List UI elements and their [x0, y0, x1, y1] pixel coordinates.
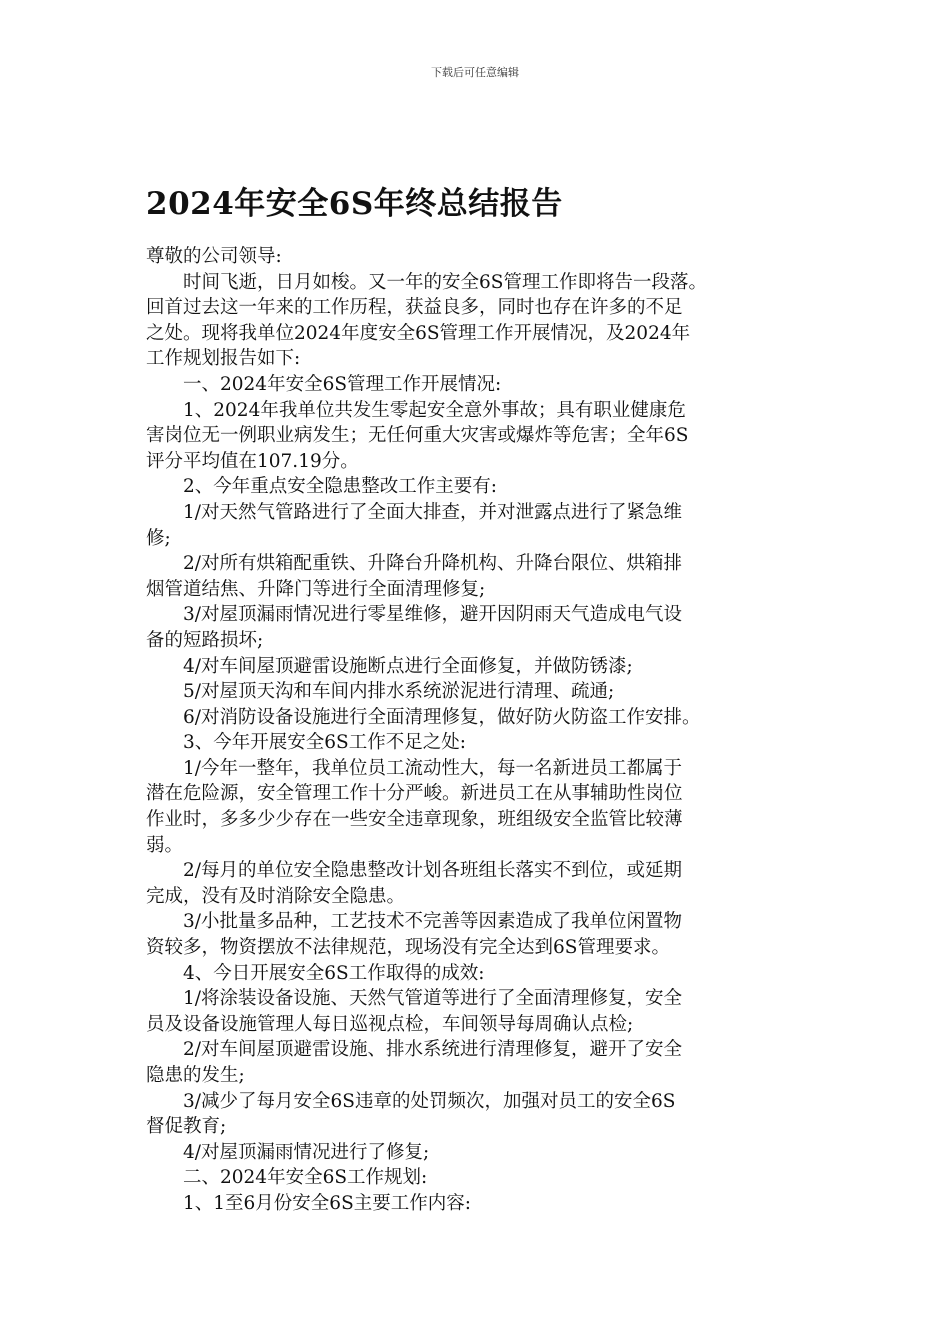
body-line: 1/今年一整年，我单位员工流动性大，每一名新进员工都属于 — [146, 757, 683, 779]
body-line: 烟管道结焦、升降门等进行全面清理修复; — [146, 578, 486, 600]
body-line: 4、今日开展安全6S工作取得的成效: — [146, 962, 485, 984]
body-line: 2/每月的单位安全隐患整改计划各班组长落实不到位，或延期 — [146, 860, 683, 882]
body-line: 4/对车间屋顶避雷设施断点进行全面修复，并做防锈漆; — [146, 655, 633, 677]
body-line: 员及设备设施管理人每日巡视点检，车间领导每周确认点检; — [146, 1013, 634, 1035]
body-line: 6/对消防设备设施进行全面清理修复，做好防火防盗工作安排。 — [146, 706, 701, 728]
body-line: 资较多，物资摆放不法律规范，现场没有完全达到6S管理要求。 — [146, 937, 670, 959]
header-note: 下载后可任意编辑 — [431, 66, 519, 79]
body-line: 尊敬的公司领导: — [146, 246, 282, 267]
body-line: 3/对屋顶漏雨情况进行零星维修，避开因阴雨天气造成电气设 — [146, 604, 683, 626]
body-line: 回首过去这一年来的工作历程，获益良多，同时也存在许多的不足 — [146, 297, 683, 319]
body-line: 1、2024年我单位共发生零起安全意外事故；具有职业健康危 — [146, 399, 686, 421]
body-line: 一、2024年安全6S管理工作开展情况: — [146, 373, 502, 395]
body-line: 4/对屋顶漏雨情况进行了修复; — [146, 1141, 430, 1163]
document-body — [146, 244, 814, 1217]
body-line: 害岗位无一例职业病发生；无任何重大灾害或爆炸等危害；全年6S — [146, 425, 689, 447]
body-line: 2/对所有烘箱配重铁、升降台升降机构、升降台限位、烘箱排 — [146, 553, 683, 575]
body-line: 1/将涂装设备设施、天然气管道等进行了全面清理修复，安全 — [146, 988, 683, 1010]
body-line: 修; — [146, 527, 171, 549]
body-line: 弱。 — [146, 834, 184, 856]
body-line: 1、1至6月份安全6S主要工作内容: — [146, 1192, 471, 1214]
body-line: 隐患的发生; — [146, 1065, 245, 1086]
body-line: 督促教育; — [146, 1116, 227, 1138]
body-line: 之处。现将我单位2024年度安全6S管理工作开展情况，及2024年 — [146, 322, 691, 344]
body-line: 二、2024年安全6S工作规划: — [146, 1167, 428, 1189]
body-line: 3/减少了每月安全6S违章的处罚频次，加强对员工的安全6S — [146, 1090, 676, 1112]
body-line: 1/对天然气管路进行了全面大排查，并对泄露点进行了紧急维 — [146, 501, 683, 523]
body-line: 完成，没有及时消除安全隐患。 — [146, 885, 406, 907]
body-line: 工作规划报告如下: — [146, 348, 301, 370]
body-line: 备的短路损坏; — [146, 629, 264, 651]
page-title: 2024年安全6S年终总结报告 — [146, 186, 563, 222]
body-line: 3/小批量多品种，工艺技术不完善等因素造成了我单位闲置物 — [146, 911, 683, 933]
body-line: 2/对车间屋顶避雷设施、排水系统进行清理修复，避开了安全 — [146, 1039, 683, 1061]
body-line: 2、今年重点安全隐患整改工作主要有: — [146, 476, 498, 498]
body-line: 评分平均值在107.19分。 — [146, 450, 359, 472]
body-line: 5/对屋顶天沟和车间内排水系统淤泥进行清理、疏通; — [146, 681, 615, 703]
body-line: 3、今年开展安全6S工作不足之处: — [146, 732, 466, 754]
body-line: 作业时，多多少少存在一些安全违章现象，班组级安全监管比较薄 — [146, 809, 683, 831]
body-line: 潜在危险源，安全管理工作十分严峻。新进员工在从事辅助性岗位 — [146, 783, 683, 805]
body-line: 时间飞逝，日月如梭。又一年的安全6S管理工作即将告一段落。 — [146, 271, 707, 293]
